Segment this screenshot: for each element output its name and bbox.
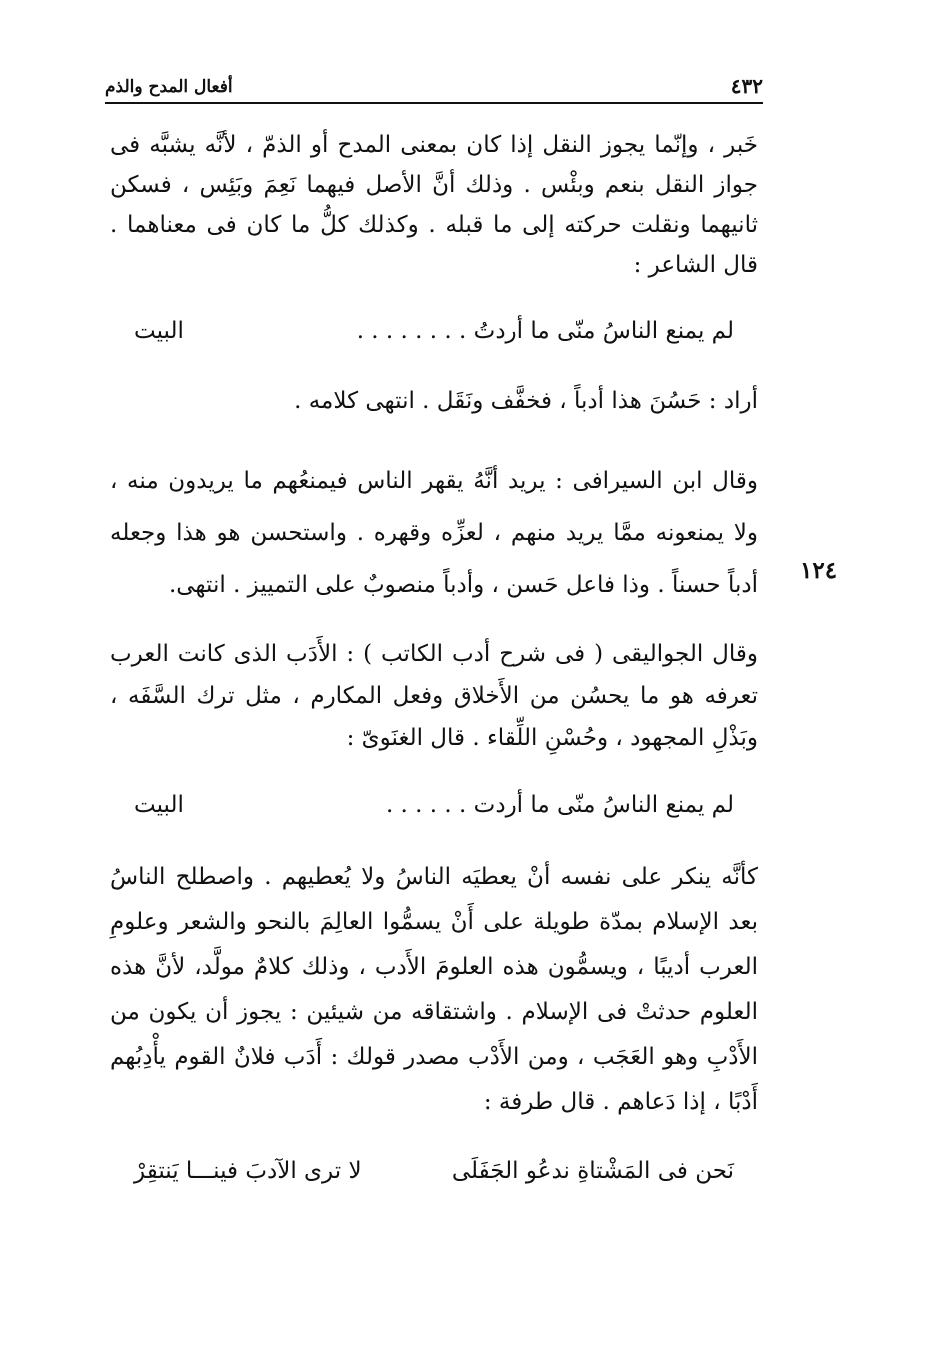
page-body — [110, 125, 758, 1221]
paragraph: كأنَّه ينكر على نفسه أنْ يعطيَه الناسُ ولا يُعطيهم . واصطلح الناسُ بعد الإسلام بمدّة طويلة على أَنْ يسمُّوا العالِمَ بالنحو والشعر وعلومِ العرب أديبًا ، ويسمُّون هذه العلومَ الأَدب ، وذلك كلامٌ مولَّد، لأنَّ هذه العلوم حدثتْ فى الإسلام . واشتقاقه من شيئين : يجوز أن يكون من الأَدْبِ وهو العَجَب ، ومن الأَدْب مصدر قولك : أَدَب فلانٌ القوم يأْدِبُهم أَدْبًا ، إذا دَعاهم . قال طرفة : — [110, 864, 758, 1115]
verse-line — [110, 1151, 758, 1191]
paragraph: وقال ابن السيرافى : يريد أنَّهُ يقهر الناس فيمنعُهم ما يريدون منه ، ولا يمنعونه ممَّا يريد منهم ، لعزِّه وقهره . واستحسن هو هذا وجعله أدباً حسناً . وذا فاعل حَسن ، وأدباً منصوبٌ على التمييز . انتهى. — [110, 468, 758, 598]
paragraph: أراد : حَسُنَ هذا أدباً ، فخفَّف ونَقَل . انتهى كلامه . — [294, 388, 758, 414]
verse-hemistich-second: لا ترى الآدبَ فينـــا يَنتقِرْ — [134, 1158, 362, 1184]
verse-line — [110, 785, 758, 825]
verse-hemistich-second: البيت — [134, 792, 184, 818]
page-number: ٤٣٢ — [730, 74, 763, 98]
verse-hemistich-second: البيت — [134, 318, 184, 344]
verse-line — [110, 311, 758, 351]
verse-hemistich-first: لم يمنع الناسُ منّى ما أردت . . . . . . — [385, 792, 734, 818]
paragraph: خَبر ، وإنّما يجوز النقل إذا كان بمعنى المدح أو الذمّ ، لأنَّه يشبَّه فى جواز النقل بنعم وبئْس . وذلك أنَّ الأصل فيهما نَعِمَ وبَئِس ، فسكن ثانيهما ونقلت حركته إلى ما قبله . وكذلك كلُّ ما كان فى معناهما . قال الشاعر : — [110, 132, 758, 278]
verse-hemistich-first: لم يمنع الناسُ منّى ما أردتُ . . . . . . . . — [356, 318, 734, 344]
margin-reference-number: ١٢٤ — [800, 557, 838, 584]
page-header — [105, 74, 763, 104]
verse-hemistich-first: نَحن فى المَشْتاةِ ندعُو الجَفَلَى — [451, 1158, 734, 1184]
running-title: أفعال المدح والذم — [105, 77, 233, 97]
paragraph: وقال الجواليقى ( فى شرح أدب الكاتب ) : الأَدَب الذى كانت العرب تعرفه هو ما يحسُن من الأَخلاق وفعل المكارم ، مثل ترك السَّفَه ، وبَذْلِ المجهود ، وحُسْنِ اللِّقاء . قال الغنَوىّ : — [110, 641, 758, 751]
